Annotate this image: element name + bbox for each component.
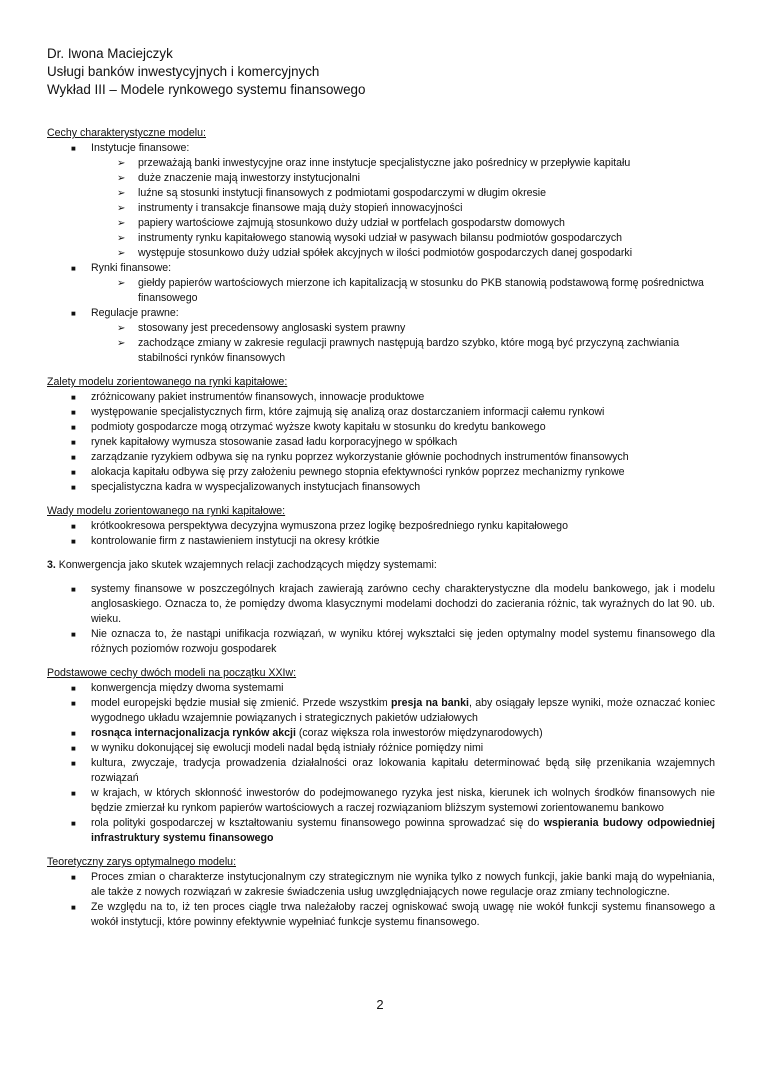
list-item-l1: ■ Instytucje finansowe: [71, 142, 190, 154]
arrow-bullet-icon: ➢ [117, 203, 126, 214]
list-item: ■ systemy finansowe w poszczególnych krajach zawierają zarówno cechy charakterystyczne dla modelu bankowego, jak i modelu anglosaskiego. Oznacza to, że pomiędzy dwoma klasycznymi modelami dochodzi do zacierania różnic, tak wyraźnych do lat 90. ub. wieku. [71, 583, 715, 625]
bullet-square-icon: ■ [71, 729, 76, 738]
bullet-square-icon: ■ [71, 423, 76, 432]
bullet-square-icon: ■ [71, 903, 76, 912]
list-item: ■ występowanie specjalistycznych firm, które zajmują się analizą oraz dostarczaniem informacji całemu rynkowi [71, 406, 605, 418]
bullet-square-icon: ■ [71, 759, 76, 768]
list-item: ■ Ze względu na to, iż ten proces ciągle trwa należałoby raczej ogniskować swoją uwagę nie wokół funkcji systemu finansowego a wokół instytucji, które powinny efektywnie wypełniać funkcje systemu finansowego. [71, 901, 715, 928]
list-item: ■ kontrolowanie firm z nastawieniem instytucji na okresy krótkie [71, 535, 380, 547]
list-item-l2: ➢ przeważają banki inwestycyjne oraz inne instytucje specjalistyczne jako pośrednicy w przepływie kapitału [117, 157, 631, 169]
list-item-l2: ➢ papiery wartościowe zajmują stosunkowo duży udział w portfelach gospodarstw domowych [117, 217, 565, 229]
list-item: ■ rynek kapitałowy wymusza stosowanie zasad ładu korporacyjnego w spółkach [71, 436, 458, 448]
page-number: 2 [376, 997, 384, 1012]
list-item-l2: ➢ stosowany jest precedensowy anglosaski system prawny [117, 322, 406, 334]
list-item-l2: ➢ występuje stosunkowo duży udział spółek akcyjnych w ilości podmiotów gospodarczych danej gospodarki [117, 247, 633, 259]
bullet-square-icon: ■ [71, 630, 76, 639]
lecture-title: Wykład III – Modele rynkowego systemu finansowego [47, 82, 366, 97]
bullet-square-icon: ■ [71, 144, 76, 153]
section-title-teoretyczny: Teoretyczny zarys optymalnego modelu: [47, 856, 237, 868]
arrow-bullet-icon: ➢ [117, 173, 126, 184]
document-body [47, 126, 715, 930]
list-item: ■ zarządzanie ryzykiem odbywa się na rynku poprzez wykorzystanie głównie pochodnych instrumentów finansowych [71, 451, 629, 463]
list-item: ■ rosnąca internacjonalizacja rynków akcji (coraz większa rola inwestorów międzynarodowych) [71, 727, 543, 739]
bullet-square-icon: ■ [71, 453, 76, 462]
list-item: ■ podmioty gospodarcze mogą otrzymać wyższe kwoty kapitału w stosunku do kredytu bankowego [71, 421, 546, 433]
list-item: ■ rola polityki gospodarczej w kształtowaniu systemu finansowego powinna sprowadzać się do wspierania budowy odpowiedniej infrastruktury systemu finansowego [71, 817, 715, 844]
bullet-square-icon: ■ [71, 438, 76, 447]
bullet-square-icon: ■ [71, 393, 76, 402]
arrow-bullet-icon: ➢ [117, 218, 126, 229]
list-item: ■ Nie oznacza to, że nastąpi unifikacja rozwiązań, w wyniku której wykształci się jeden optymalny model systemu finansowego dla różnych poziomów rozwoju gospodarek [71, 628, 715, 655]
list-item-l2: ➢ zachodzące zmiany w zakresie regulacji prawnych następują bardzo szybko, które mogą być przyczyną zachwiania stabilności rynków finansowych [117, 337, 680, 364]
bullet-square-icon: ■ [71, 264, 76, 273]
arrow-bullet-icon: ➢ [117, 233, 126, 244]
list-item-l2: ➢ luźne są stosunki instytucji finansowych z podmiotami gospodarczymi w długim okresie [117, 187, 547, 199]
list-item: ■ w wyniku dokonującej się ewolucji modeli nadal będą istniały różnice pomiędzy nimi [71, 742, 484, 754]
list-item: ■ model europejski będzie musiał się zmienić. Przede wszystkim presja na banki, aby osiągały lepsze wyniki, może oznaczać koniec wygodnego układu wzajemnie powiązanych i strategicznych pakietów udziałowych [71, 697, 715, 724]
list-item: ■ zróżnicowany pakiet instrumentów finansowych, innowacje produktowe [71, 391, 425, 403]
bullet-square-icon: ■ [71, 684, 76, 693]
list-item: ■ krótkookresowa perspektywa decyzyjna wymuszona przez logikę bezpośredniego rynku kapitałowego [71, 520, 568, 532]
bullet-square-icon: ■ [71, 408, 76, 417]
bullet-square-icon: ■ [71, 483, 76, 492]
list-item-l2: ➢ giełdy papierów wartościowych mierzone ich kapitalizacją w stosunku do PKB stanowią podstawową formę pośrednictwa finansowego [117, 277, 704, 304]
bullet-square-icon: ■ [71, 819, 76, 828]
bullet-square-icon: ■ [71, 699, 76, 708]
list-item-l1: ■ Rynki finansowe: [71, 262, 172, 274]
list-item: ■ kultura, zwyczaje, tradycja prowadzenia działalności oraz lokowania kapitału determinować będą siłę przenikania wzajemnych rozwiązań [71, 757, 715, 784]
list-item: ■ specjalistyczna kadra w wyspecjalizowanych instytucjach finansowych [71, 481, 421, 493]
list-item-l2: ➢ duże znaczenie mają inwestorzy instytucjonalni [117, 172, 360, 184]
author-name: Dr. Iwona Maciejczyk [47, 46, 173, 61]
section-title-podstawowe: Podstawowe cechy dwóch modeli na początku XXIw: [47, 667, 297, 679]
section-title-zalety: Zalety modelu zorientowanego na rynki kapitałowe: [47, 376, 288, 388]
bullet-square-icon: ■ [71, 744, 76, 753]
section-title-konwergencja: 3. Konwergencja jako skutek wzajemnych relacji zachodzących między systemami: [47, 559, 437, 571]
section-title-cechy: Cechy charakterystyczne modelu: [47, 127, 206, 139]
document-header [47, 45, 365, 99]
arrow-bullet-icon: ➢ [117, 188, 126, 199]
arrow-bullet-icon: ➢ [117, 278, 126, 289]
list-item: ■ Proces zmian o charakterze instytucjonalnym czy strategicznym nie wynika tylko z nowych funkcji, jakie banki mają do wypełniania, ale także z nowych rozwiązań w zakresie świadczenia usług uwzględniających nowe regulacje oraz zmiany technologiczne. [71, 871, 715, 898]
bullet-square-icon: ■ [71, 537, 76, 546]
section-title-wady: Wady modelu zorientowanego na rynki kapitałowe: [47, 505, 286, 517]
list-item-l2: ➢ instrumenty i transakcje finansowe mają duży stopień innowacyjności [117, 202, 463, 214]
arrow-bullet-icon: ➢ [117, 323, 126, 334]
bullet-square-icon: ■ [71, 789, 76, 798]
list-item-l2: ➢ instrumenty rynku kapitałowego stanowią wysoki udział w pasywach bilansu podmiotów gospodarczych [117, 232, 623, 244]
arrow-bullet-icon: ➢ [117, 248, 126, 259]
list-item: ■ alokacja kapitału odbywa się przy założeniu pewnego stopnia efektywności rynków poprzez mechanizmy rynkowe [71, 466, 625, 478]
bullet-square-icon: ■ [71, 873, 76, 882]
arrow-bullet-icon: ➢ [117, 158, 126, 169]
bullet-square-icon: ■ [71, 468, 76, 477]
list-item: ■ konwergencja między dwoma systemami [71, 682, 284, 694]
arrow-bullet-icon: ➢ [117, 338, 126, 349]
bullet-square-icon: ■ [71, 309, 76, 318]
list-item: ■ w krajach, w których skłonność inwestorów do podejmowanego ryzyka jest niska, kierunek ich wolnych środków finansowych nie będzie zmierzał ku rynkom papierów wartościowych a raczej rozwiązaniom bliższym systemowi zorientowanemu bankowo [71, 787, 715, 814]
list-item-l1: ■ Regulacje prawne: [71, 307, 179, 319]
bullet-square-icon: ■ [71, 585, 76, 594]
course-title: Usługi banków inwestycyjnych i komercyjnych [47, 64, 320, 79]
bullet-square-icon: ■ [71, 522, 76, 531]
